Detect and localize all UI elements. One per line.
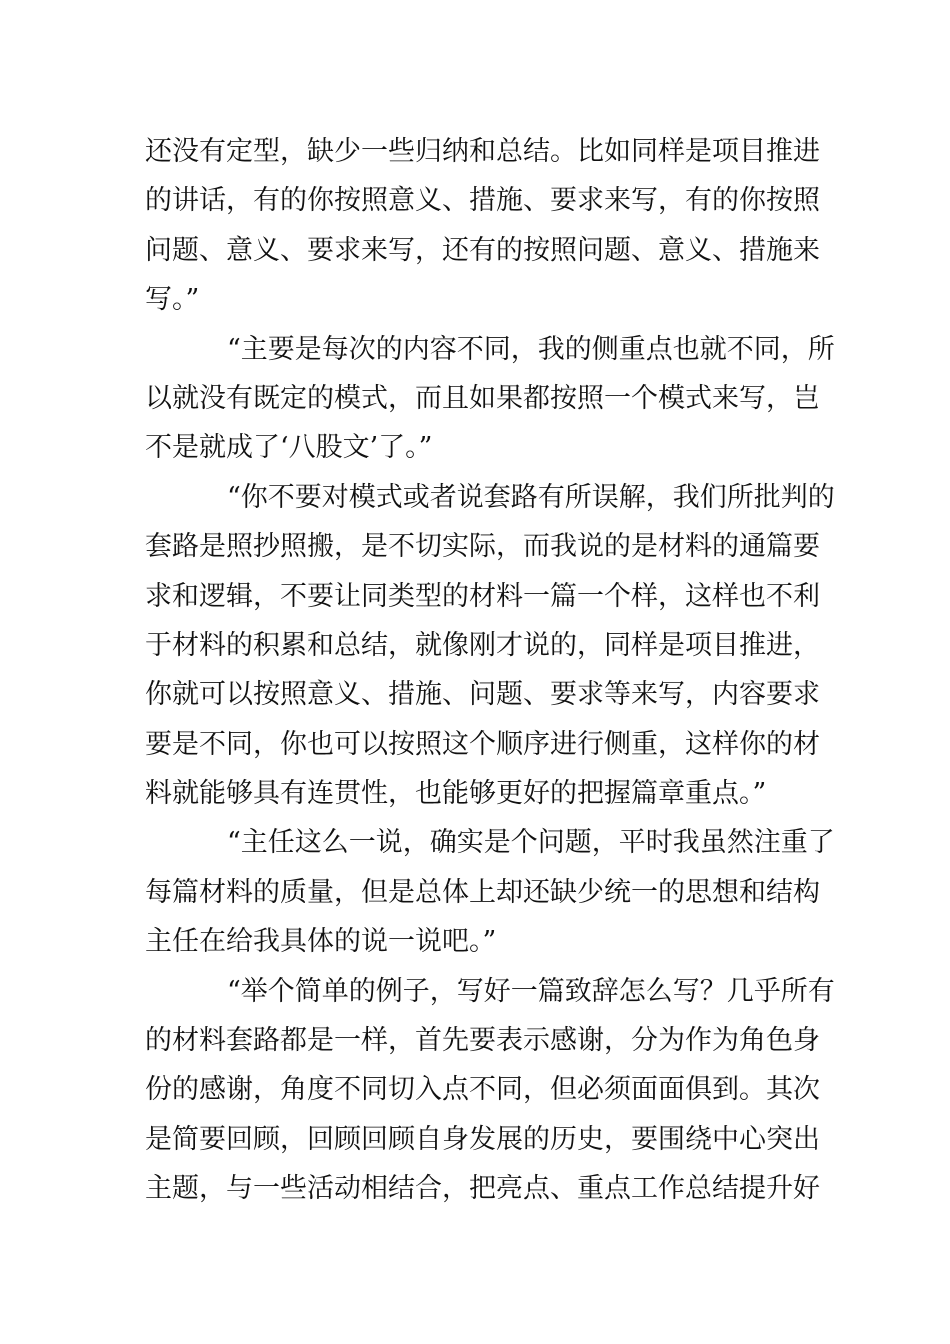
text-line: 以就没有既定的模式，而且如果都按照一个模式来写，岂 — [145, 382, 820, 414]
text-line: 问题、意义、要求来写，还有的按照问题、意义、措施来 — [145, 234, 820, 266]
text-line: 的讲话，有的你按照意义、措施、要求来写，有的你按照 — [145, 185, 820, 217]
paragraph-4 — [145, 818, 835, 966]
paragraph-5 — [145, 967, 835, 1214]
text-line: 是简要回顾，回顾回顾自身发展的历史，要围绕中心突出 — [145, 1123, 820, 1155]
text-line: 主任在给我具体的说一说吧。” — [145, 926, 497, 958]
text-line: 料就能够具有连贯性，也能够更好的把握篇章重点。” — [145, 778, 767, 810]
text-line: 不是就成了‘八股文’了。” — [145, 432, 433, 464]
paragraph-3 — [145, 473, 835, 819]
paragraph-1 — [145, 127, 820, 325]
text-line: 的材料套路都是一样，首先要表示感谢，分为作为角色身 — [145, 1025, 820, 1057]
text-line: 还没有定型，缺少一些归纳和总结。比如同样是项目推进 — [145, 136, 820, 167]
text-line: “你不要对模式或者说套路有所误解，我们所批判的 — [227, 481, 835, 513]
paragraph-2 — [145, 325, 835, 473]
text-line: 要是不同，你也可以按照这个顺序进行侧重，这样你的材 — [145, 728, 820, 760]
body-text — [145, 127, 835, 1214]
text-line: 每篇材料的质量，但是总体上却还缺少统一的思想和结构 — [145, 876, 820, 908]
text-line: 份的感谢，角度不同切入点不同，但必须面面俱到。其次 — [145, 1074, 820, 1106]
text-line: 求和逻辑，不要让同类型的材料一篇一个样，这样也不利 — [145, 580, 820, 612]
text-line: “主要是每次的内容不同，我的侧重点也就不同，所 — [227, 333, 835, 365]
text-line: 套路是照抄照搬，是不切实际，而我说的是材料的通篇要 — [145, 531, 820, 563]
text-line: “举个简单的例子，写好一篇致辞怎么写？几乎所有 — [227, 975, 835, 1007]
text-line: 主题，与一些活动相结合，把亮点、重点工作总结提升好 — [145, 1173, 820, 1205]
text-line: 于材料的积累和总结，就像刚才说的，同样是项目推进， — [145, 629, 820, 661]
text-line: 你就可以按照意义、措施、问题、要求等来写，内容要求 — [145, 679, 820, 711]
text-line: 写。” — [145, 284, 200, 316]
text-line: “主任这么一说，确实是个问题，平时我虽然注重了 — [227, 827, 835, 859]
